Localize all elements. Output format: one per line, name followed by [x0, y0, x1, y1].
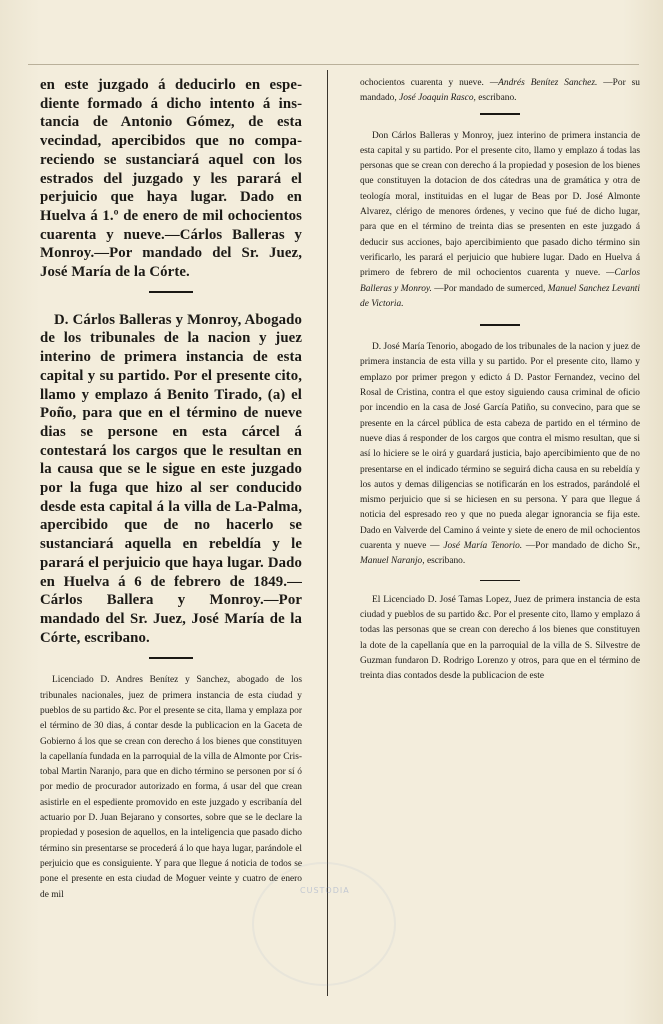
separator-3 — [480, 113, 520, 115]
archive-stamp — [252, 862, 396, 986]
edict-5-signature: —Carlos Balleras y Monroy. — [360, 268, 640, 294]
edict-7-text: El Licenciado D. José Tamas Lopez, Juez de primera instancia de esta ciudad y pueblos de su partido &c. Por el presente cito, llamo y emplazo á todas las personas que se crean con derecho á los bienes que constituyen la dote de la capellanía que en la parroquial de la villa de S. Silvestre de Guzman fundaron D. Rodrigo Lorenzo y otros, para que en el término de treinta dias contados desde la publicacion de este — [360, 594, 640, 682]
edict-block-1 — [40, 76, 302, 282]
separator-2 — [149, 657, 193, 659]
edict-5-text: Don Cárlos Balleras y Monroy, juez interino de primera instancia de esta capital y su partido. Por el presente cito, llamo y emplazo á todas las personas que se crean con derecho á la propiedad y posesion de los bienes que constituyen la dotacion de dos cátedras una de gramática y otra de teología moral, instituidas en el lugar de Beas por D. José Almonte Alvarez, clérigo de menores órdenes, y vecino que fué de dicho lugar, para que en el término de treinta dias se presenten en este juzgado á deducir sus acciones, bajo apercibimiento que pasado dicho término sin verificarlo, les parará el perjuicio que hubiere lugar. Dado en Huelva á primero de febrero de mil ochocientos cuarenta y nueve. — [360, 130, 640, 279]
edict-6-signature: José María Tenorio. — [443, 541, 523, 552]
edict-4-mandate: —Por su mandado, — [360, 78, 640, 104]
edict-4-end: escribano. — [478, 93, 517, 104]
edict-4-scribe: José Joaquin Rasco, — [399, 93, 476, 104]
edict-block-7 — [360, 593, 640, 685]
edict-4-signature: —Andrés Benítez Sanchez. — [489, 78, 598, 88]
edict-5-mandate: —Por mandado de sumerced, — [434, 283, 546, 294]
edict-6-mandate: —Por mandado de dicho Sr., — [525, 541, 640, 552]
separator-4 — [480, 324, 520, 326]
edict-6-scribe: Manuel Naranjo, — [360, 556, 425, 567]
top-rule — [28, 64, 639, 65]
edict-1-text: en este juzgado á deducirlo en espediente formado á dicho intento á instancia de Antonio Gómez, de esta vecindad, apercibidos que no compareciendo se sustanciará aquel con los estrados del juzgado y les parará el perjuicio que haya lugar. Dado en Huelva á 1.º de enero de mil ochocientos cuarenta y nueve.—Cárlos Balleras y Monroy.—Por mandado del Sr. Juez, José María de la Córte. — [40, 77, 302, 281]
separator-1 — [149, 291, 193, 293]
edict-2-text: D. Cárlos Balleras y Monroy, Abogado de los tribunales de la nacion y juez interino de primera instancia de esta capital y su partido. Por el presente cito, llamo y emplazo á Benito Tirado, (a) el Poño, para que en el término de nueve dias se persone en esta cárcel á contestará los cargos que le resultan en la causa que se le sigue en este juzgado por la fuga que hizo al ser conducido desde esta capital á la villa de La-Palma, apercibido que de no hacerlo se sustanciará aquella en rebeldía y le parará el perjuicio que haya lugar. Dado en Huelva á 6 de febrero de 1849.—Cárlos Ballera y Monroy.—Por mandado del Sr. Juez, José María de la Córte, escribano. — [40, 311, 302, 646]
right-column — [360, 76, 640, 684]
edict-block-4 — [360, 76, 640, 107]
separator-5 — [480, 580, 520, 581]
edict-3-text: Licenciado D. Andres Benítez y Sanchez, abogado de los tribunales nacionales, juez de primera instancia de esta ciudad y pueblos de su partido &c. Por el presente se cita, llama y emplaza por el término de 30 dias, á contar desde la publicacion en la Gaceta de Gobierno á los que se crean con derecho á los bienes que constituyen la capellanía fundada en la parroquial de la villa de Almonte por Cristobal Martin Naranjo, para que en dicho término se personen por sí ó por medio de procurador autorizado en forma, á usar del que crean asistirle en el espediente promovido en este juzgado y escribanía del actuario por D. Juan Bejarano y consortes, sobre que se le declare la propiedad y posesion de aquellos, en la inteligencia que pasado dicho término sin presentarse se procederá á lo que haya lugar, parándole el perjuicio que es consiguiente. Y para que llegue á noticia de todos se pone el presente en esta ciudad de Moguer veinte y cuatro de enero de mil — [40, 675, 302, 900]
edict-block-6 — [360, 340, 640, 569]
edict-6-end: escribano. — [426, 556, 466, 567]
edict-block-3 — [40, 673, 302, 902]
edict-block-5 — [360, 129, 640, 313]
edict-6-text: D. José María Tenorio, abogado de los tribunales de la nacion y juez de primera instancia de esta villa y su partido. Por el presente cito, llamo y emplazo por primer pregon y edicto á D. Pastor Fernandez, vecino del Rosal de Cristina, contra el que estoy siguiendo causa criminal de oficio por incendio en la casa de José García Patiño, su convecino, para que se presente en la cárcel pública de esta cabeza de partido en el término de nueve dias á responder de los cargos que contra el mismo resultan, que si así lo hiciere se le oirá y guardará justicia, bajo apercibimiento que de no presentarse en el indicado término se seguirá dicha causa en su rebeldía y los autos y demas diligencias se notificarán en los estrados, parándolé el mismo perjuicio que si se hiciesen en su persona. Y para que llegue á noticia del espresado reo y que no pueda alegar ignorancia se fija este. Dado en Valverde del Camino á veinte y siete de enero de mil ochocientos cuarenta y nueve — — [360, 342, 640, 552]
edict-5-scribe: Manuel Sanchez Levanti de Victoria. — [360, 283, 640, 309]
edict-4-text: ochocientos cuarenta y nueve. — [360, 78, 484, 88]
edict-block-2 — [40, 311, 302, 648]
left-column — [40, 76, 302, 903]
column-divider — [327, 70, 328, 996]
archive-stamp-text: CUSTODIA — [300, 886, 350, 895]
